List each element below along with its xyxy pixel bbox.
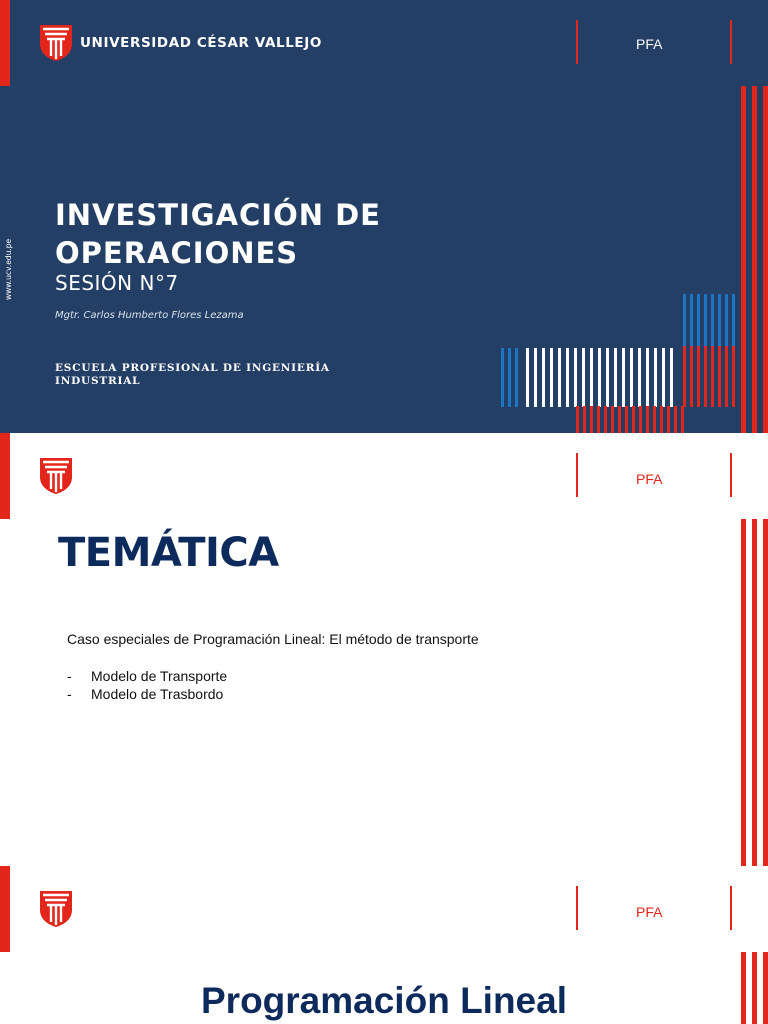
title-line-1: INVESTIGACIÓN DE — [55, 198, 381, 232]
list-item-label: Modelo de Trasbordo — [91, 686, 224, 702]
university-name: UNIVERSIDAD CÉSAR VALLEJO — [80, 35, 322, 51]
topics-slide — [0, 433, 768, 866]
presentation-title — [55, 196, 381, 272]
list-item — [67, 685, 227, 703]
author-name: Mgtr. Carlos Humberto Flores Lezama — [55, 310, 244, 321]
side-url: www.ucv.edu.pe — [4, 238, 13, 300]
ucv-shield-logo-icon — [39, 24, 73, 62]
left-accent-bar — [0, 0, 10, 86]
session-number: SESIÓN N°7 — [55, 271, 179, 295]
header-divider-right — [730, 20, 732, 64]
bullet-dash: - — [67, 668, 72, 684]
left-accent-bar — [0, 866, 10, 952]
bullet-dash: - — [67, 686, 72, 702]
ucv-shield-logo-icon — [39, 890, 73, 928]
topics-intro: Caso especiales de Programación Lineal: El método de transporte — [67, 631, 479, 647]
school-line-2: INDUSTRIAL — [55, 375, 141, 387]
header-divider-right — [730, 453, 732, 497]
topics-list — [67, 667, 227, 703]
title-line-2: OPERACIONES — [55, 236, 299, 270]
header-divider-right — [730, 886, 732, 930]
ucv-shield-logo-icon — [39, 457, 73, 495]
list-item — [67, 667, 227, 685]
header-tag: PFA — [636, 471, 663, 487]
decorative-stripes — [498, 84, 768, 433]
slide-heading: Programación Lineal — [201, 980, 567, 1021]
header-tag: PFA — [636, 904, 663, 920]
decorative-red-columns — [740, 519, 768, 866]
school-name — [55, 362, 330, 388]
header-divider-left — [576, 886, 578, 930]
left-accent-bar — [0, 433, 10, 519]
cover-slide — [0, 0, 768, 433]
header-divider-left — [576, 20, 578, 64]
school-line-1: ESCUELA PROFESIONAL DE INGENIERÍA — [55, 362, 330, 374]
topics-heading: TEMÁTICA — [58, 530, 279, 576]
list-item-label: Modelo de Transporte — [91, 668, 228, 684]
linear-programming-slide — [0, 866, 768, 1024]
header-divider-left — [576, 453, 578, 497]
header-tag: PFA — [636, 36, 663, 52]
